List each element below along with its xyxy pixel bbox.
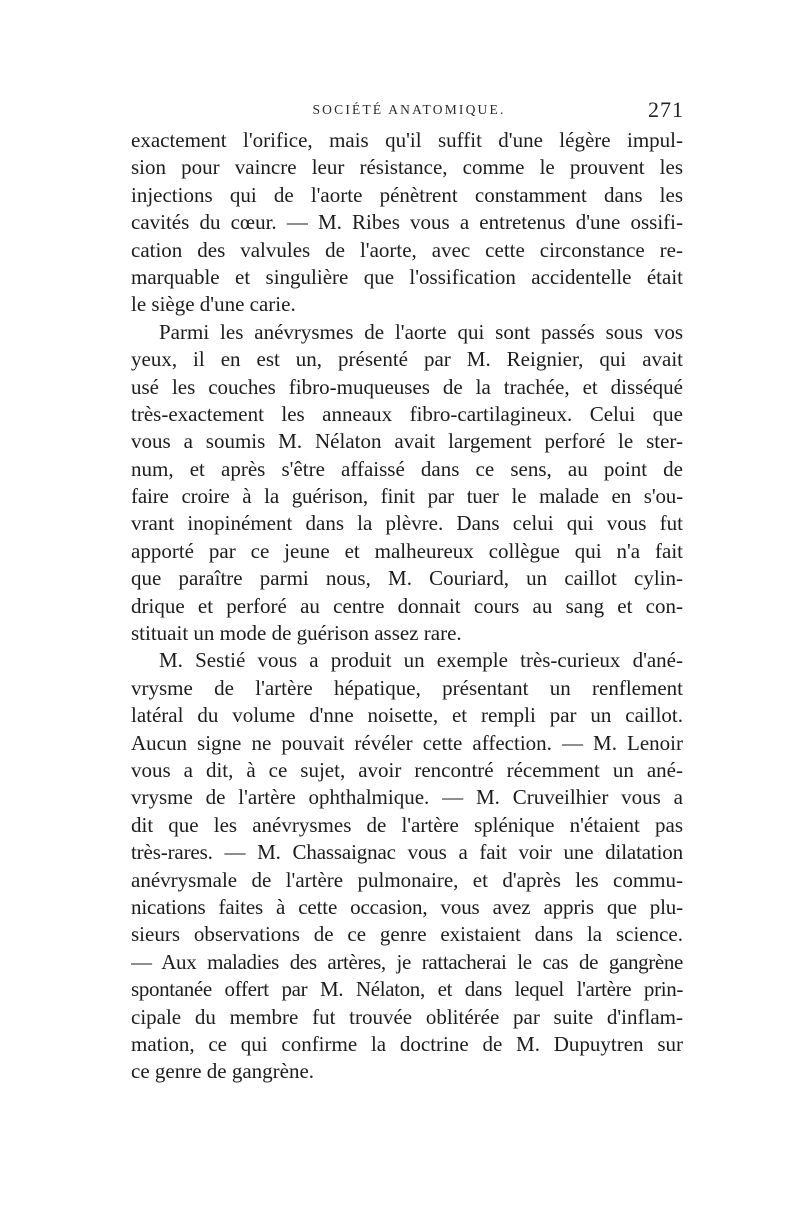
text-line: vous a dit, à ce sujet, avoir rencontré récemment un ané- [131,757,683,782]
text-line: apporté par ce jeune et malheureux collègue qui n'a fait [131,538,683,563]
text-line: — Aux maladies des artères, je rattacherai le cas de gangrène [131,949,683,974]
text-line: num, et après s'être affaissé dans ce sens, au point de [131,456,683,481]
text-line: exactement l'orifice, mais qu'il suffit d'une légère impul- [131,128,683,152]
text-line: usé les couches fibro-muqueuses de la trachée, et disséqué [131,374,683,399]
text-line: latéral du volume d'nne noisette, et rempli par un caillot. [131,703,683,728]
text-line: vous a soumis M. Nélaton avait largement perforé le ster- [131,429,683,454]
text-line: Aucun signe ne pouvait révéler cette affection. — M. Lenoir [131,730,683,755]
text-line: vrant inopinément dans la plèvre. Dans celui qui vous fut [131,511,683,536]
text-line: mation, ce qui confirme la doctrine de M. Dupuytren sur [131,1031,683,1056]
text-line: nications faites à cette occasion, vous avez appris que plu- [131,894,683,919]
text-line: que paraître parmi nous, M. Couriard, un caillot cylin- [131,566,683,591]
text-line: faire croire à la guérison, finit par tuer le malade en s'ou- [131,484,683,509]
text-line: ce genre de gangrène. [131,1059,315,1084]
running-head [134,97,684,130]
text-line: drique et perforé au centre donnait cours au sang et con- [131,593,683,618]
text-line: anévrysmale de l'artère pulmonaire, et d'après les commu- [131,867,683,892]
text-line: vrysme de l'artère ophthalmique. — M. Cruveilhier vous a [131,785,683,810]
text-line: très-exactement les anneaux fibro-cartilagineux. Celui que [131,401,683,426]
text-line: sieurs observations de ce genre existaient dans la science. [131,922,683,947]
text-line: marquable et singulière que l'ossification accidentelle était [131,264,683,289]
text-line: spontanée offert par M. Nélaton, et dans lequel l'artère prin- [131,977,683,1002]
text-line: cation des valvules de l'aorte, avec cette circonstance re- [131,237,683,262]
paragraph-first-line: M. Sestié vous a produit un exemple très-curieux d'ané- [159,648,683,673]
text-line: vrysme de l'artère hépatique, présentant un renflement [131,675,683,700]
text-line: dit que les anévrysmes de l'artère splénique n'étaient pas [131,812,683,837]
body-text [131,127,683,1086]
text-line: injections qui de l'aorte pénètrent constamment dans les [131,182,683,207]
text-line: stituait un mode de guérison assez rare. [131,621,462,646]
page-number: 271 [648,97,684,122]
text-line: cavités du cœur. — M. Ribes vous a entretenus d'une ossifi- [131,210,683,235]
paragraph-first-line: Parmi les anévrysmes de l'aorte qui sont passés sous vos [159,319,683,344]
running-title: SOCIÉTÉ ANATOMIQUE. [312,102,506,117]
text-line: très-rares. — M. Chassaignac vous a fait voir une dilatation [131,840,683,865]
text-line: sion pour vaincre leur résistance, comme le prouvent les [131,155,683,180]
text-line: cipale du membre fut trouvée oblitérée par suite d'inflam- [131,1004,683,1029]
text-line: yeux, il en est un, présenté par M. Reignier, qui avait [131,347,683,372]
text-line: le siège d'une carie. [131,292,296,317]
